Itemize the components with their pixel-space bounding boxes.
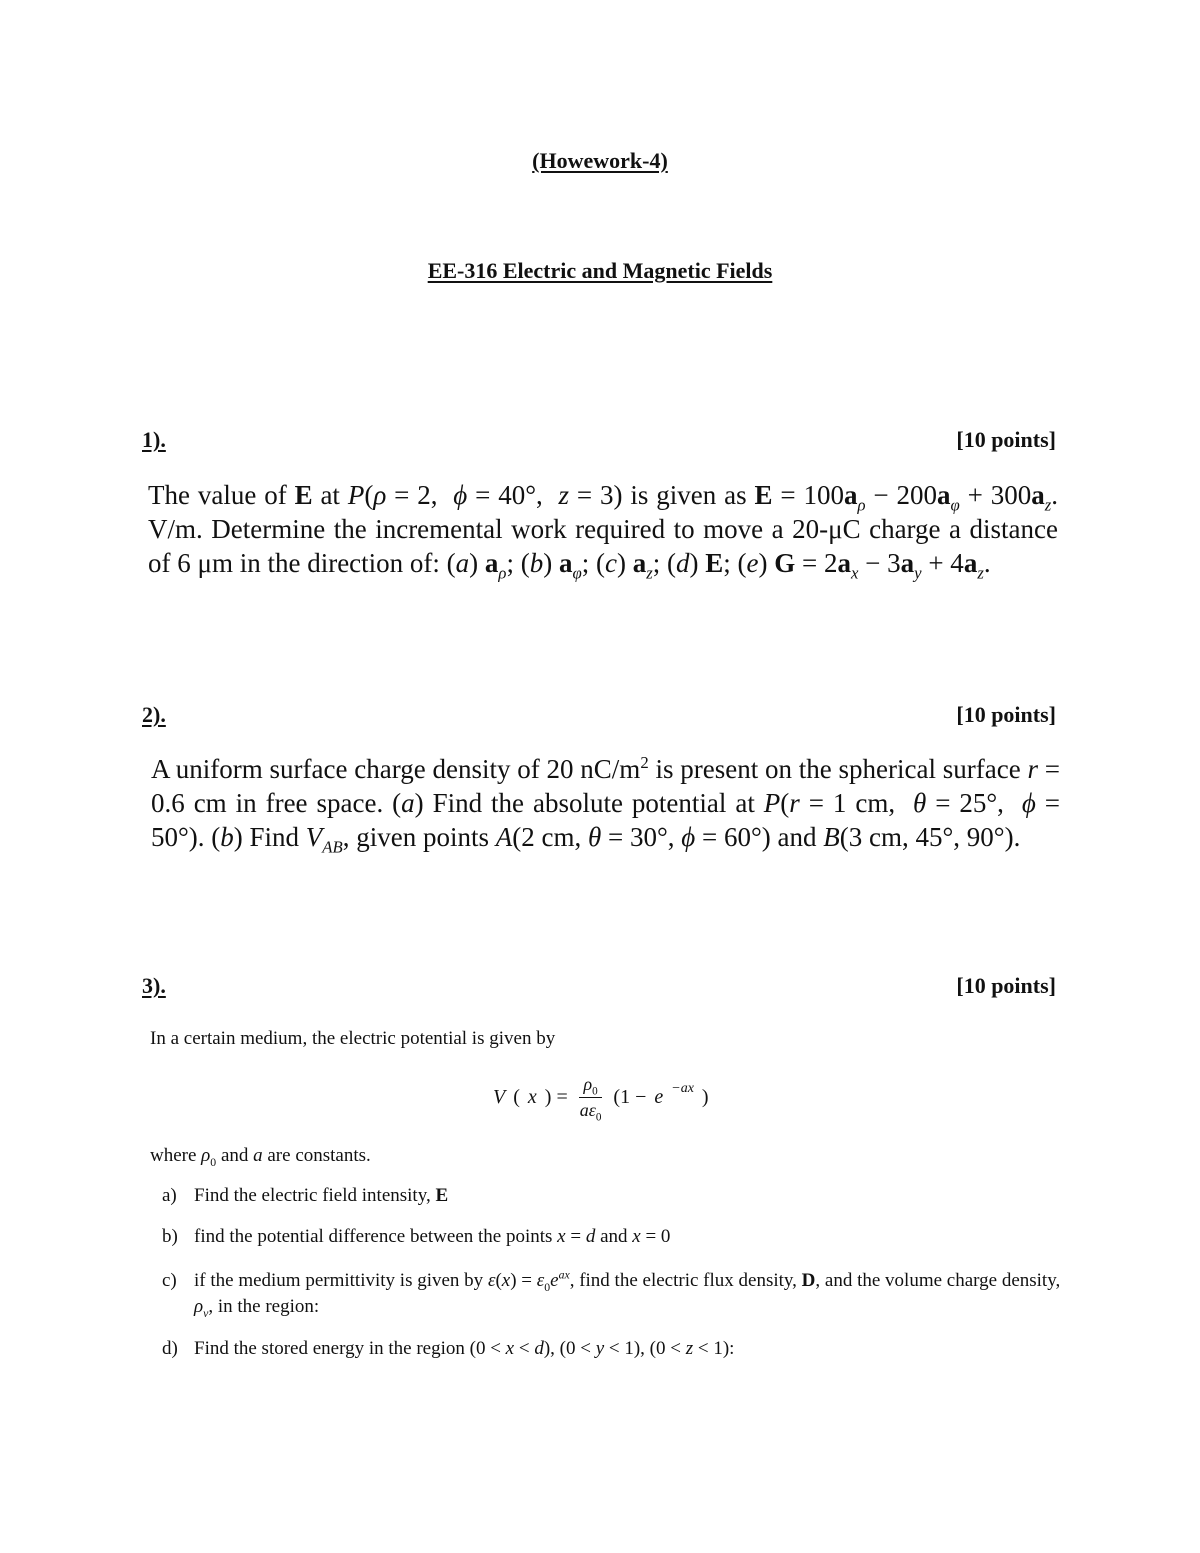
- document-title: (Howework-4): [532, 148, 668, 173]
- part-b-text: find the potential difference between the points x = d and x = 0: [194, 1226, 671, 1247]
- question-3-part-d: [162, 1336, 1062, 1362]
- question-3-part-c: [162, 1268, 1062, 1320]
- question-2-text: A uniform surface charge density of 20 $nC/m^2$ is present on the spherical surface r = 0.6 cm in free space. (a) Find the absolute potential at P(r = 1 cm, θ = 25°, ϕ = 50°). (b) Find $V_{AB}$, given points A(2 cm, θ = 30°, ϕ = 60°) and B(3 cm, 45°, 90°).: [151, 753, 1061, 857]
- question-1-points: [10 points]: [956, 427, 1056, 452]
- part-c-label: c): [162, 1270, 177, 1291]
- question-3-where: where $\rho_0$ and a are constants.: [150, 1145, 371, 1169]
- formula-fraction: $\frac{\rho_0}{a\varepsilon_0}$: [579, 1073, 602, 1124]
- question-3-part-a: [162, 1183, 1062, 1209]
- question-1-text: The value of E at P(ρ = 2, ϕ = 40°, z = 3) is given as $E = 100a_\rho - 200a_\varphi + 300a_z$. V/m. Determine the incremental work required to move a 20-μC charge a distance of 6 μm in the direction of: (a) $a_\rho$; (b) $a_\varphi$; (c) $a_z$; (d) E; (e) $G = 2a_x - 3a_y + 4a_z$.: [148, 480, 1058, 583]
- part-c-text: if the medium permittivity is given by $\varepsilon(x) = \varepsilon_0e^{ax}$, find the electric flux density, D, and the volume charge density, $\rho_v$, in the region:: [194, 1268, 1061, 1320]
- part-a-text: Find the electric field intensity, E: [194, 1185, 449, 1206]
- question-1-number: 1).: [142, 427, 166, 452]
- part-b-label: b): [162, 1226, 178, 1247]
- question-2-header: [142, 702, 1056, 728]
- course-title: EE-316 Electric and Magnetic Fields: [427, 258, 773, 283]
- question-1-header: [142, 427, 1056, 453]
- question-3-part-b: [162, 1224, 1062, 1250]
- question-3-number: 3).: [142, 973, 166, 998]
- question-3-header: [142, 973, 1056, 999]
- question-3-intro: In a certain medium, the electric potential is given by: [150, 1028, 556, 1049]
- part-d-label: d): [162, 1338, 178, 1359]
- question-2-number: 2).: [142, 702, 166, 727]
- question-2-points: [10 points]: [956, 702, 1056, 727]
- part-d-text: Find the stored energy in the region (0 < x < d), (0 < y < 1), (0 < z < 1):: [194, 1338, 735, 1359]
- question-3-points: [10 points]: [956, 973, 1056, 998]
- part-a-label: a): [162, 1185, 177, 1206]
- potential-formula: V ( x ) = $\frac{\rho_0}{a\varepsilon_0}$ (1 − e −ax ): [493, 1073, 709, 1124]
